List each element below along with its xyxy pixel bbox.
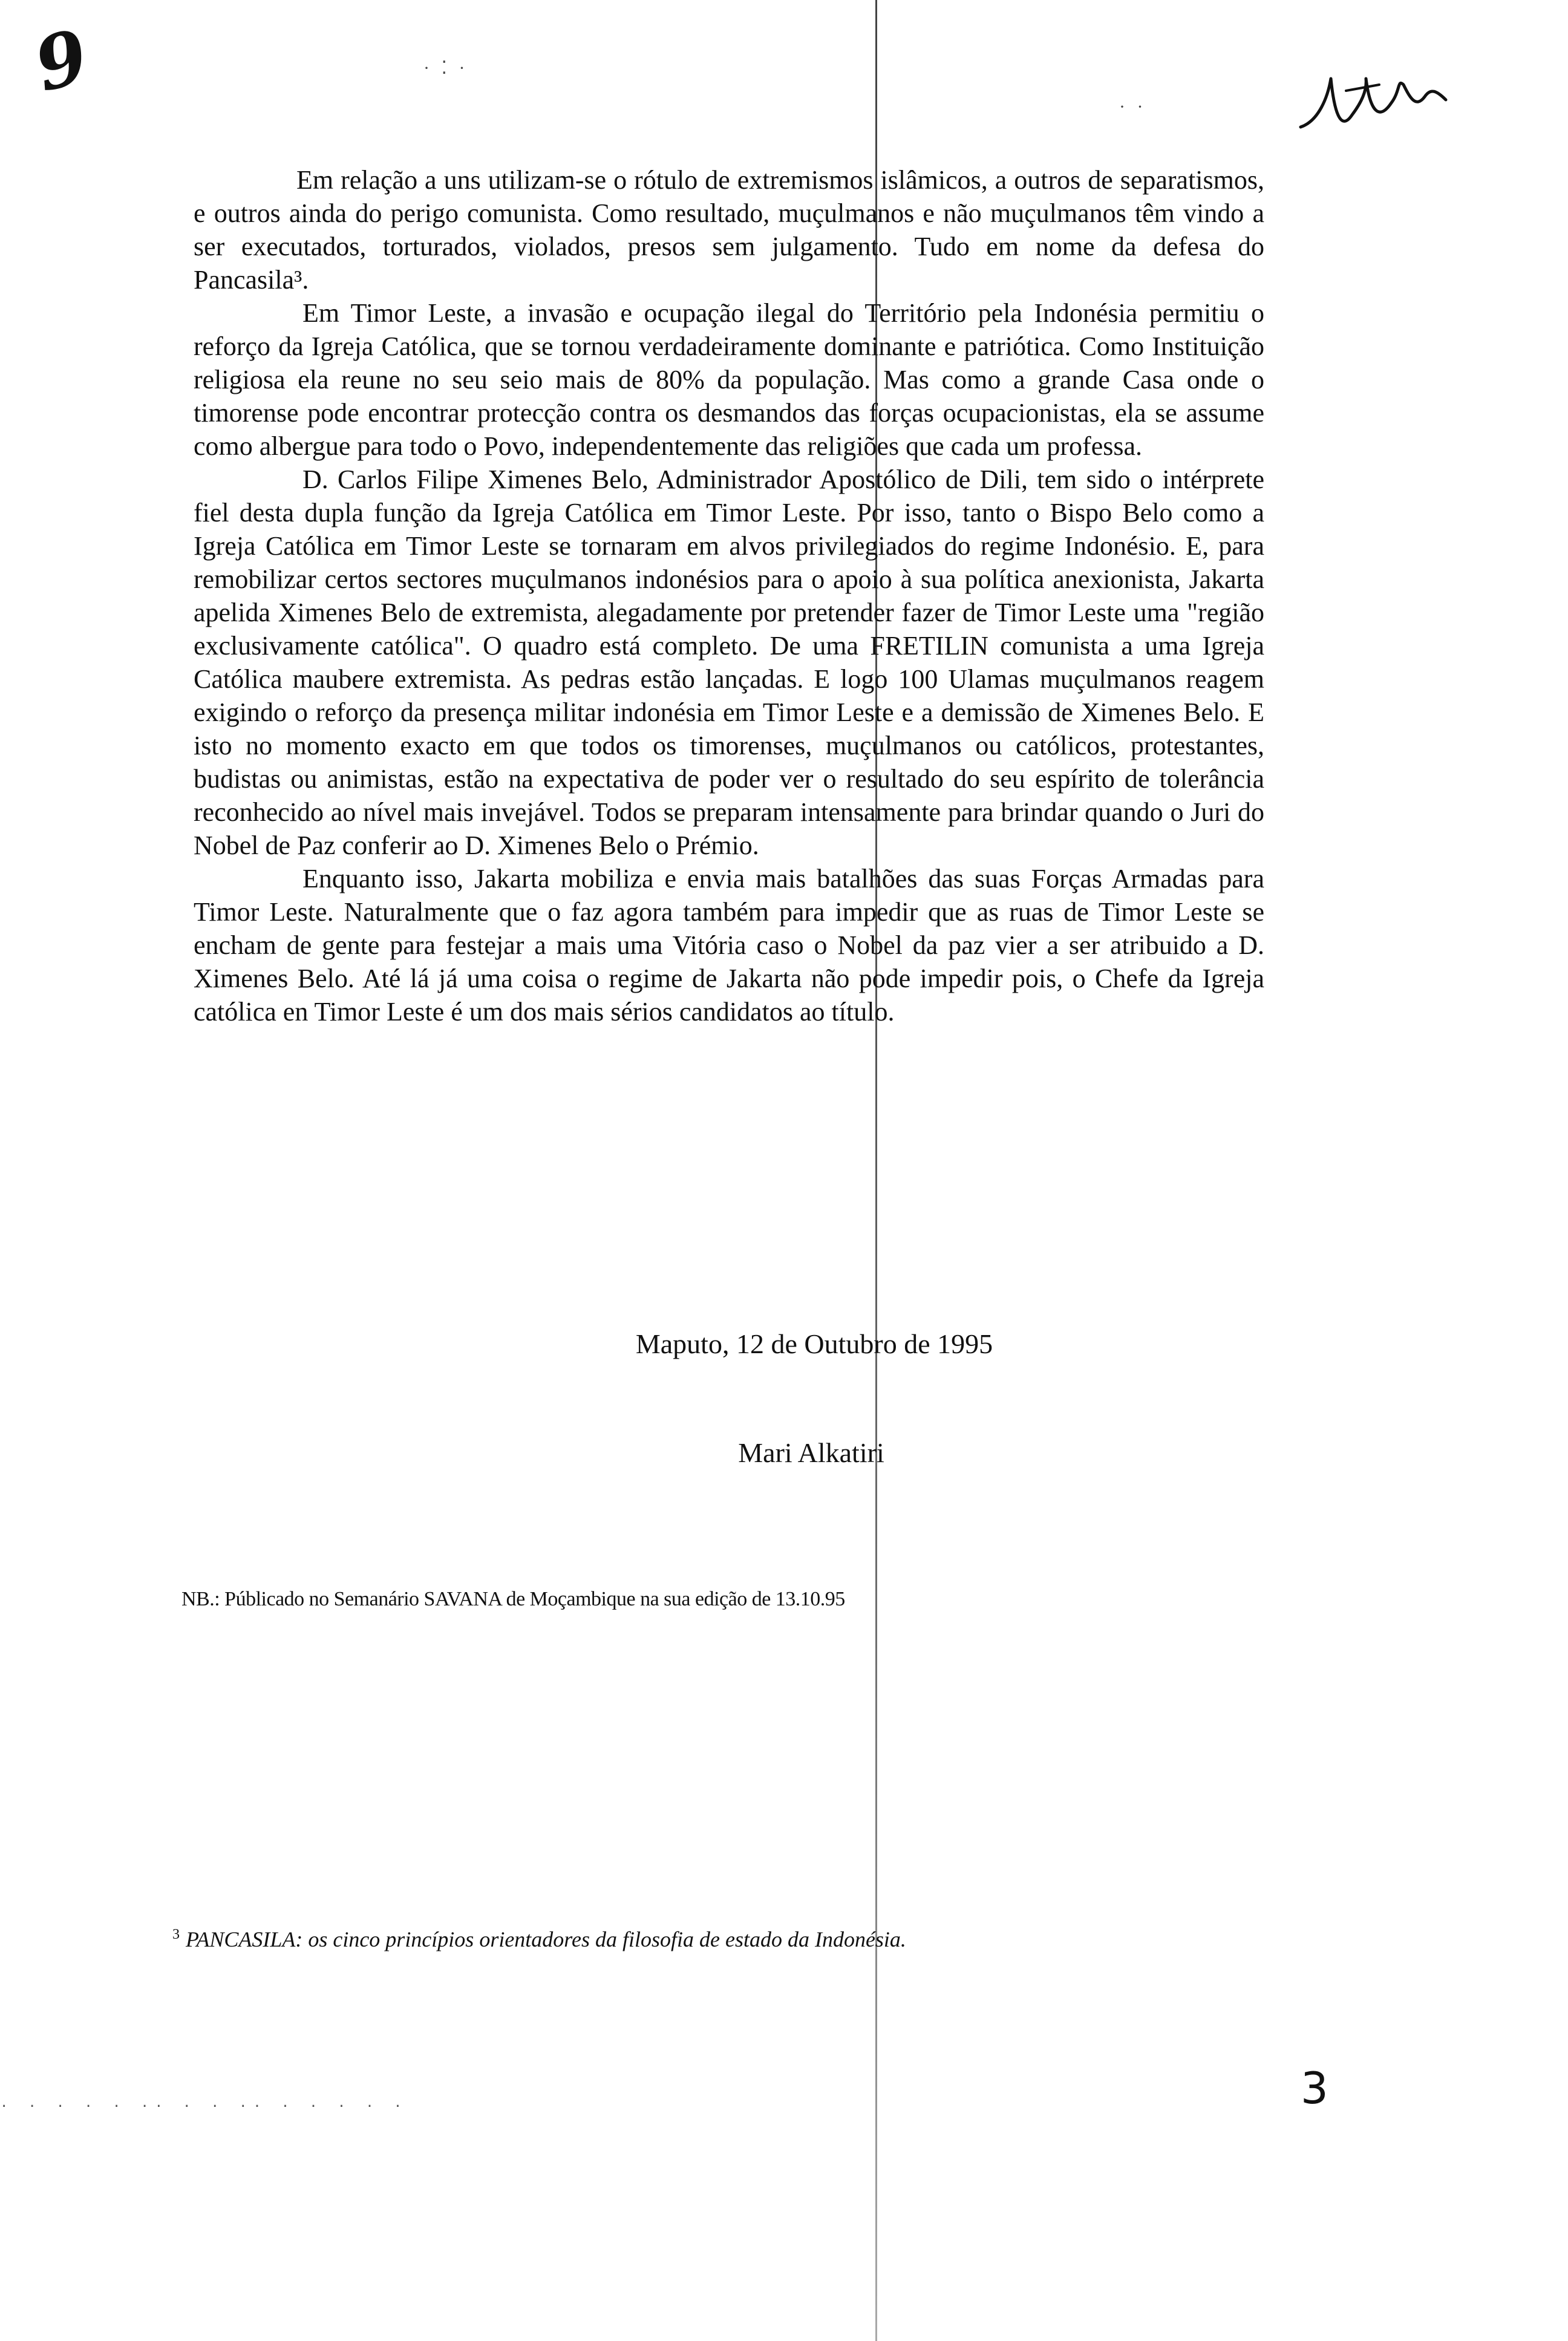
footnote [172,1927,906,1952]
paragraph-2: Em Timor Leste, a invasão e ocupação ilegal do Território pela Indonésia permitiu o reforço da Igreja Católica, que se tornou verdadeiramente dominante e patriótica. Como Instituição religiosa ela reune no seu seio mais de 80% da população. Mas como a grande Casa onde o timorense pode encontrar protecção contra os desmandos das forças ocupacionistas, ela se assume como albergue para todo o Povo, independentemente das religiões que cada um professa. [194,298,1264,461]
page-number: 3 [1301,2063,1328,2114]
footnote-marker: 3 [172,1927,180,1942]
article-body [194,163,1264,1028]
paragraph-4: Enquanto isso, Jakarta mobiliza e envia mais batalhões das suas Forças Armadas para Timor Leste. Naturalmente que o faz agora também para impedir que as ruas de Timor Leste se encham de gente para festejar a mais uma Vitória caso o Nobel da paz vier a ser atribuido a D. Ximenes Belo. Até lá já uma coisa o regime de Jakarta não pode impedir pois, o Chefe da Igreja católica en Timor Leste é um dos mais sérios candidatos ao título. [194,864,1264,1027]
publication-note: NB.: Públicado no Semanário SAVANA de Moçambique na sua edição de 13.10.95 [181,1588,845,1610]
author-name: Mari Alkatiri [738,1437,884,1468]
paragraph-3: D. Carlos Filipe Ximenes Belo, Administrador Apostólico de Dili, tem sido o intérprete fiel desta dupla função da Igreja Católica em Timor Leste. Por isso, tanto o Bispo Belo como a Igreja Católica em Timor Leste se tornaram em alvos privilegiados do regime Indonésio. E, para remobilizar certos sectores muçulmanos indonésios para o apoio à sua política anexionista, Jakarta apelida Ximenes Belo de extremista, alegadamente por pretender fazer de Timor Leste uma "região exclusivamente católica". O quadro está completo. De uma FRETILIN comunista a uma Igreja Católica maubere extremista. As pedras estão lançadas. E logo 100 Ulamas muçulmanos reagem exigindo o reforço da presença militar indonésia em Timor Leste e a demissão de Ximenes Belo. E isto no momento exacto em que todos os timorenses, muçulmanos ou católicos, protestantes, budistas ou animistas, estão na expectativa de poder ver o resultado do seu espírito de tolerância reconhecido ao nível mais invejável. Todos se preparam intensamente para brindar quando o Juri do Nobel de Paz conferir ao D. Ximenes Belo o Prémio. [194,465,1264,860]
scan-noise: · ⁚ · [423,58,469,78]
place-and-date: Maputo, 12 de Outubro de 1995 [635,1328,993,1359]
corner-handwritten-mark: 9 [26,13,97,109]
scan-bottom-noise: · · · · · ·· · · ·· · · · · · [0,2099,408,2114]
scan-noise: · · [1119,97,1147,117]
handwritten-signature [1295,54,1452,157]
footnote-text: PANCASILA: os cinco princípios orientadores da filosofia de estado da Indonésia. [186,1927,906,1951]
paragraph-1: Em relação a uns utilizam-se o rótulo de extremismos islâmicos, a outros de separatismos, e outros ainda do perigo comunista. Como resultado, muçulmanos e não muçulmanos têm vindo a ser executados, torturados, violados, presos sem julgamento. Tudo em nome da defesa do Pancasila³. [194,165,1264,295]
